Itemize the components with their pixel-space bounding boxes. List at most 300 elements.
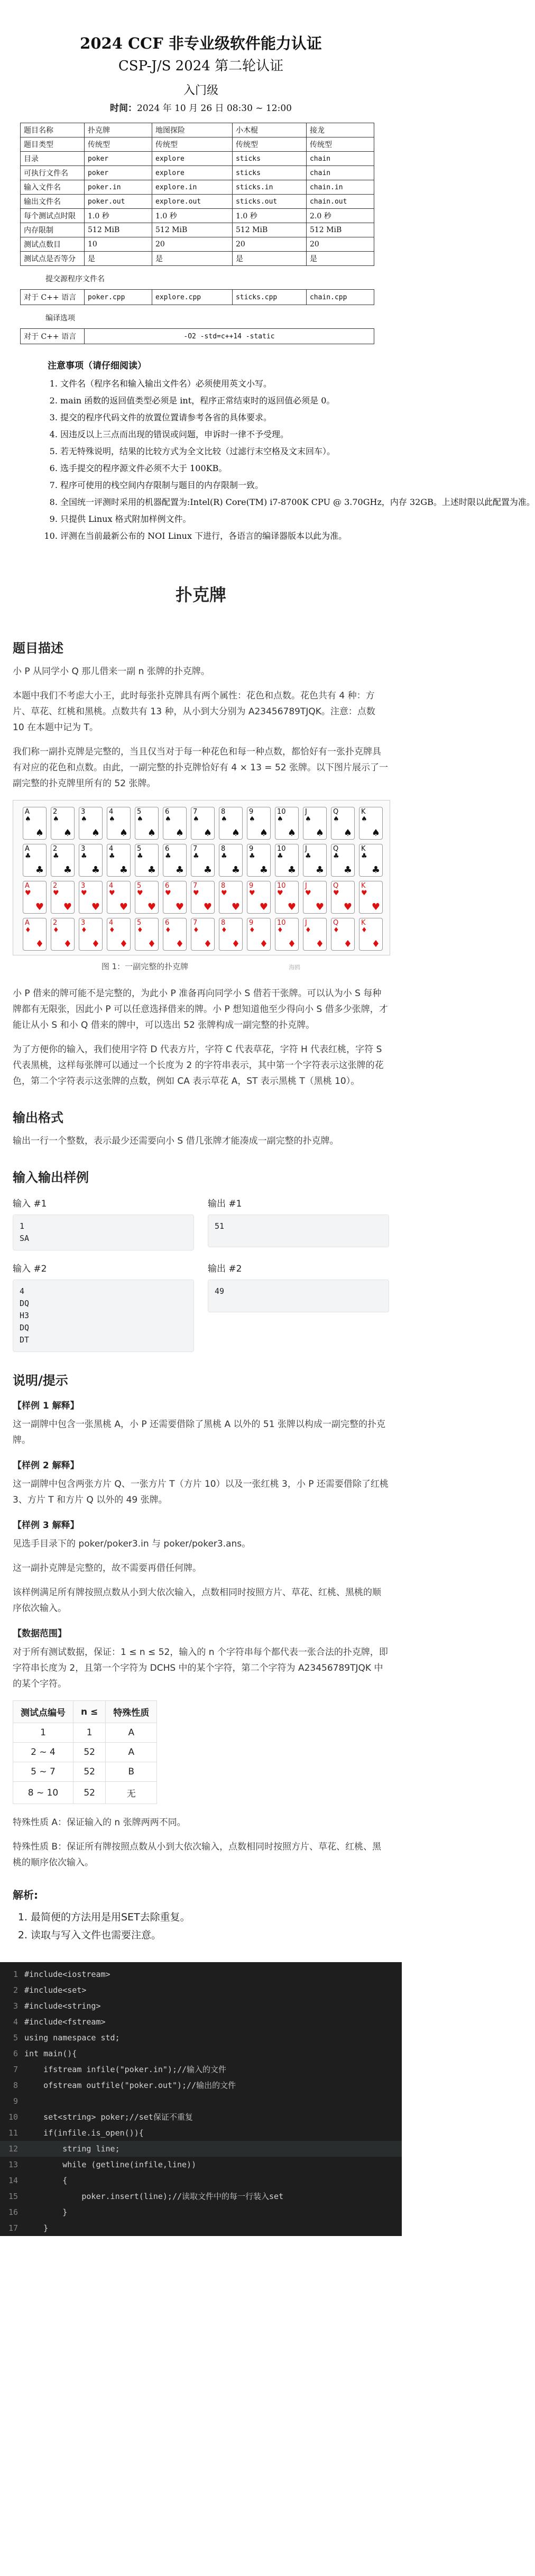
card-suit: ♣ [277, 852, 283, 860]
code-editor[interactable] [0, 1962, 402, 2236]
info-cell: explore [152, 152, 233, 166]
analysis-title: 解析: [13, 1889, 38, 1901]
note-item: 4. 因违反以上三点而出现的错误或问题，申诉时一律不予受理。 [60, 426, 386, 443]
playing-card [303, 844, 327, 877]
card-pip-icon: ♣ [287, 864, 296, 876]
notes-title: 注意事项（请仔细阅读） [48, 361, 146, 371]
sample-output-col [208, 1193, 389, 1250]
playing-card [79, 844, 103, 877]
playing-card [23, 918, 47, 951]
info-cell: 1.0 秒 [85, 209, 152, 223]
property-a: 特殊性质 A：保证输入的 n 张牌两两不同。 [13, 1817, 186, 1828]
info-cell: explore.out [152, 195, 233, 209]
playing-card [219, 918, 243, 951]
code-line[interactable] [0, 2062, 402, 2077]
info-row [21, 237, 374, 252]
card-suit: ♠ [221, 815, 227, 823]
info-cell: 2.0 秒 [306, 209, 374, 223]
card-suit: ♥ [53, 889, 59, 897]
note-item: 3. 提交的程序代码文件的放置位置请参考各省的具体要求。 [60, 409, 386, 426]
playing-card [107, 807, 131, 840]
card-rank: 8 [221, 882, 226, 890]
analysis-item: 1. 最简便的方法用是用SET去除重复。 [31, 1908, 389, 1926]
subtask-cell: 1 [73, 1723, 106, 1743]
playing-card [79, 881, 103, 914]
code-line[interactable] [0, 1998, 402, 2014]
code-line[interactable] [0, 2220, 402, 2236]
playing-card [359, 918, 383, 951]
playing-card [135, 807, 159, 840]
sample-output-col [208, 1258, 389, 1352]
playing-card [23, 807, 47, 840]
card-rank: 6 [165, 845, 170, 853]
card-rank: 2 [53, 882, 58, 890]
sample-input-label: 输入 #1 [13, 1199, 47, 1209]
card-pip-icon: ♠ [119, 827, 128, 839]
notes-list [16, 375, 535, 545]
code-text: int main(){ [24, 2049, 77, 2058]
samples-heading: 输入输出样例 [13, 1170, 89, 1185]
sample-input-label: 输入 #2 [13, 1264, 47, 1274]
card-suit: ♣ [53, 852, 59, 860]
card-suit: ♦ [305, 926, 311, 934]
card-suit: ♥ [109, 889, 115, 897]
figure-watermark: 海鸥 [289, 964, 301, 971]
playing-card [275, 918, 299, 951]
card-pip-icon: ♥ [119, 901, 128, 913]
submit-table [20, 289, 374, 305]
info-cell: 20 [306, 237, 374, 252]
code-line[interactable] [0, 2141, 402, 2157]
card-suit: ♥ [361, 889, 367, 897]
submit-file: poker.cpp [85, 290, 152, 305]
subtask-cell: B [106, 1762, 157, 1782]
card-suit: ♠ [137, 815, 143, 823]
code-line[interactable] [0, 2077, 402, 2093]
card-pip-icon: ♥ [175, 901, 184, 913]
card-pip-icon: ♦ [287, 939, 296, 950]
card-rank: 3 [81, 882, 86, 890]
info-cell: poker.out [85, 195, 152, 209]
card-pip-icon: ♥ [63, 901, 72, 913]
card-pip-icon: ♦ [91, 939, 100, 950]
info-cell: poker [85, 166, 152, 180]
card-pip-icon: ♣ [343, 864, 352, 876]
info-cell: 是 [306, 252, 374, 266]
sample-input-box[interactable]: 1 SA [13, 1215, 194, 1250]
sample3-explain-text: 这一副扑克牌是完整的，故不需要再借任何牌。 [13, 1563, 201, 1574]
subtask-cell: A [106, 1743, 157, 1762]
code-text: #include<string> [24, 2001, 101, 2011]
card-suit: ♦ [53, 926, 59, 934]
card-suit: ♣ [249, 852, 255, 860]
sample3-explain-text: 见选手目录下的 poker/poker3.in 与 poker/poker3.ans。 [13, 1539, 251, 1549]
info-cell: 10 [85, 237, 152, 252]
playing-card [247, 807, 271, 840]
card-rank: 4 [109, 808, 114, 816]
card-pip-icon: ♥ [315, 901, 324, 913]
subtask-cell: 无 [106, 1782, 157, 1804]
card-pip-icon: ♣ [63, 864, 72, 876]
card-pip-icon: ♣ [315, 864, 324, 876]
card-pip-icon: ♦ [147, 939, 156, 950]
subtask-header-row [13, 1701, 157, 1723]
subtask-row [13, 1723, 157, 1743]
card-pip-icon: ♦ [175, 939, 184, 950]
note-item: 8. 全国统一评测时采用的机器配置为:Intel(R) Core(TM) i7-8700K CPU @ 3.70GHz，内存 32GB。上述时限以此配置为准。 [60, 494, 386, 511]
code-text: } [24, 2207, 68, 2217]
playing-card [359, 881, 383, 914]
card-pip-icon: ♣ [259, 864, 268, 876]
card-suit: ♦ [221, 926, 227, 934]
note-item: 10. 评测在当前最新公布的 NOI Linux 下进行，各语言的编译器版本以此为准。 [60, 528, 386, 545]
info-cell: 512 MiB [85, 223, 152, 237]
line-number: 16 [8, 2207, 18, 2217]
card-pip-icon: ♣ [147, 864, 156, 876]
note-item: 5. 若无特殊说明，结果的比较方式为全文比较（过滤行末空格及文末回车）。 [60, 443, 386, 460]
card-rank: Q [333, 919, 339, 927]
card-rank: 10 [277, 808, 286, 816]
info-cell: sticks.in [232, 180, 306, 195]
desc-paragraph: 为了方便你的输入，我们使用字符 D 代表方片，字符 C 代表草花，字符 H 代表红桃，字符 S 代表黑桃，这样每张牌可以通过一个长度为 2 的字符串表示，其中第一个字符表示这张牌的花色，第二个字符表示这张牌的点数，例如 CA 表示草花 A，ST 表示黑桃 T（黑桃 10）。 [13, 1044, 384, 1087]
sample-output-label: 输出 #2 [208, 1264, 242, 1274]
info-cell: 是 [85, 252, 152, 266]
card-suit: ♠ [305, 815, 311, 823]
sample2-explain-title: 【样例 2 解释】 [13, 1460, 79, 1471]
playing-card [163, 807, 187, 840]
card-suit: ♣ [305, 852, 311, 860]
code-text: while (getline(infile,line)) [24, 2160, 197, 2169]
card-suit: ♠ [165, 815, 171, 823]
card-rank: 10 [277, 882, 286, 890]
card-suit: ♥ [25, 889, 31, 897]
sample1-explain-text: 这一副牌中包含一张黑桃 A，小 P 还需要借除了黑桃 A 以外的 51 张牌以构成一副完整的扑克牌。 [13, 1419, 385, 1446]
playing-card [247, 844, 271, 877]
submit-row [21, 290, 374, 305]
info-row [21, 195, 374, 209]
card-rank: 2 [53, 845, 58, 853]
card-suit: ♠ [361, 815, 367, 823]
compile-lang: 对于 C++ 语言 [21, 329, 85, 344]
card-rank: Q [333, 808, 339, 816]
info-cell: chain [306, 152, 374, 166]
card-pip-icon: ♦ [203, 939, 212, 950]
figure-caption-text: 图 1：一副完整的扑克牌 [101, 962, 189, 971]
card-suit: ♠ [333, 815, 339, 823]
card-suit: ♦ [193, 926, 199, 934]
card-rank: 4 [109, 882, 114, 890]
card-rank: 4 [109, 845, 114, 853]
playing-card [275, 881, 299, 914]
playing-card [331, 807, 355, 840]
info-cell: sticks [232, 152, 306, 166]
card-suit: ♦ [25, 926, 31, 934]
playing-card [303, 918, 327, 951]
card-rank: 3 [81, 808, 86, 816]
sample-input-box[interactable]: 4 DQ H3 DQ DT [13, 1280, 194, 1352]
card-pip-icon: ♠ [259, 827, 268, 839]
code-text: using namespace std; [24, 2033, 120, 2043]
card-pip-icon: ♥ [91, 901, 100, 913]
line-number: 9 [13, 2096, 18, 2106]
card-rank: A [25, 919, 30, 927]
info-cell: sticks.out [232, 195, 306, 209]
exam-time-value: 2024 年 10 月 26 日 08:30 ~ 12:00 [137, 103, 292, 114]
playing-card [163, 844, 187, 877]
card-pip-icon: ♣ [119, 864, 128, 876]
info-cell: 地图探险 [152, 123, 233, 137]
card-suit: ♦ [109, 926, 115, 934]
sample-output-box[interactable]: 51 [208, 1215, 389, 1247]
playing-card [191, 844, 215, 877]
code-line[interactable] [0, 1966, 402, 1982]
subtask-cell: 5 ~ 7 [13, 1762, 73, 1782]
code-text: ofstream outfile("poker.out");//输出的文件 [24, 2081, 236, 2090]
info-row [21, 209, 374, 223]
info-row-label: 内存限制 [21, 223, 85, 237]
card-suit: ♥ [277, 889, 283, 897]
card-rank: A [25, 845, 30, 853]
sample-input-col [13, 1193, 194, 1250]
info-cell: 传统型 [152, 137, 233, 152]
hint-heading: 说明/提示 [13, 1373, 68, 1388]
compile-options: -O2 -std=c++14 -static [85, 329, 374, 344]
card-pip-icon: ♥ [343, 901, 352, 913]
card-suit: ♦ [333, 926, 339, 934]
playing-card [247, 918, 271, 951]
code-line[interactable] [0, 2046, 402, 2062]
submit-file: chain.cpp [306, 290, 374, 305]
card-suit: ♦ [165, 926, 171, 934]
card-suit: ♣ [361, 852, 367, 860]
card-rank: 5 [137, 808, 142, 816]
card-suit: ♠ [81, 815, 87, 823]
card-rank: 5 [137, 919, 142, 927]
playing-card [191, 918, 215, 951]
sample2-explain-text: 这一副牌中包含两张方片 Q、一张方片 T（方片 10）以及一张红桃 3，小 P 还需要借除了红桃 3、方片 T 和方片 Q 以外的 49 张牌。 [13, 1479, 389, 1505]
info-row-label: 可执行文件名 [21, 166, 85, 180]
note-item: 2. main 函数的返回值类型必须是 int，程序正常结束时的返回值必须是 0。 [60, 392, 386, 409]
sample3-explain-text: 该样例满足所有牌按照点数从小到大依次输入，点数相同时按照方片、草花、红桃、黑桃的顺序依次输入。 [13, 1587, 381, 1614]
card-suit: ♣ [193, 852, 199, 860]
desc-paragraph: 本题中我们不考虑大小王，此时每张扑克牌具有两个属性：花色和点数。花色共有 4 种：方片、草花、红桃和黑桃。点数共有 13 种，从小到大分别为 A23456789TJQK。注意：点数 10 在本题中记为 T。 [13, 691, 375, 733]
note-item: 6. 选手提交的程序源文件必须不大于 100KB。 [60, 460, 386, 477]
card-suit: ♠ [53, 815, 59, 823]
code-line[interactable] [0, 2093, 402, 2109]
line-number: 4 [13, 2017, 18, 2027]
code-text: { [24, 2176, 68, 2185]
playing-card [79, 807, 103, 840]
card-rank: K [361, 845, 366, 853]
line-number: 7 [13, 2065, 18, 2074]
card-rank: 6 [165, 882, 170, 890]
card-pip-icon: ♠ [175, 827, 184, 839]
figure-caption [13, 961, 389, 972]
card-rank: A [25, 808, 30, 816]
info-row-label: 每个测试点时限 [21, 209, 85, 223]
line-number: 1 [13, 1970, 18, 1979]
submit-file: sticks.cpp [232, 290, 306, 305]
subtask-row [13, 1782, 157, 1804]
sample-row [13, 1258, 389, 1352]
code-text: if(infile.is_open()){ [24, 2128, 144, 2138]
card-rank: J [305, 882, 307, 890]
card-rank: 10 [277, 919, 286, 927]
note-item: 9. 只提供 Linux 格式附加样例文件。 [60, 511, 386, 528]
card-rank: 7 [193, 882, 198, 890]
card-suit: ♣ [137, 852, 143, 860]
output-heading: 输出格式 [13, 1110, 63, 1125]
code-line[interactable] [0, 2188, 402, 2204]
analysis-item: 2. 读取与写入文件也需要注意。 [31, 1926, 389, 1944]
playing-card [303, 881, 327, 914]
card-pip-icon: ♥ [231, 901, 240, 913]
exam-subtitle: CSP-J/S 2024 第二轮认证 [118, 58, 284, 74]
card-pip-icon: ♥ [371, 901, 380, 913]
info-cell: 是 [152, 252, 233, 266]
code-line[interactable] [0, 2204, 402, 2220]
sample1-explain-title: 【样例 1 解释】 [13, 1401, 79, 1411]
subtask-cell: 1 [13, 1723, 73, 1743]
subtask-table [13, 1700, 157, 1804]
playing-card [275, 807, 299, 840]
card-figure [13, 800, 390, 955]
desc-paragraph: 我们称一副扑克牌是完整的，当且仅当对于每一种花色和每一种点数，都恰好有一张扑克牌具有对应的花色和点数。由此，一副完整的扑克牌恰好有 4 × 13 = 52 张牌。以下图片展示了一副完整的扑克牌里所有的 52 张牌。 [13, 747, 388, 789]
info-cell: 传统型 [85, 137, 152, 152]
code-line[interactable] [0, 1982, 402, 1998]
info-row [21, 137, 374, 152]
line-number: 2 [13, 1985, 18, 1995]
line-number: 13 [8, 2160, 18, 2169]
subtask-header: 测试点编号 [13, 1701, 73, 1723]
info-row [21, 180, 374, 195]
card-suit: ♥ [249, 889, 255, 897]
card-rank: J [305, 845, 307, 853]
line-number: 5 [13, 2033, 18, 2043]
card-rank: 2 [53, 808, 58, 816]
info-row [21, 252, 374, 266]
submit-file: explore.cpp [152, 290, 233, 305]
info-cell: 20 [152, 237, 233, 252]
card-pip-icon: ♥ [203, 901, 212, 913]
code-text: } [24, 2223, 49, 2233]
info-row-label: 测试点数目 [21, 237, 85, 252]
exam-header [16, 0, 535, 545]
info-cell: 1.0 秒 [232, 209, 306, 223]
card-rank: 3 [81, 919, 86, 927]
playing-card [219, 844, 243, 877]
info-cell: chain.out [306, 195, 374, 209]
card-suit: ♥ [193, 889, 199, 897]
card-rank: 8 [221, 808, 226, 816]
note-item: 7. 程序可使用的栈空间内存限制与题目的内存限制一致。 [60, 477, 386, 494]
card-suit: ♠ [109, 815, 115, 823]
subtask-row [13, 1762, 157, 1782]
info-cell: 小木棍 [232, 123, 306, 137]
line-number: 15 [8, 2192, 18, 2201]
card-suit: ♦ [277, 926, 283, 934]
card-pip-icon: ♠ [63, 827, 72, 839]
info-cell: 传统型 [232, 137, 306, 152]
info-cell: 接龙 [306, 123, 374, 137]
subtask-row [13, 1743, 157, 1762]
playing-card [107, 881, 131, 914]
card-rank: 8 [221, 845, 226, 853]
info-row-label: 题目名称 [21, 123, 85, 137]
code-line[interactable] [0, 2173, 402, 2188]
card-rank: J [305, 919, 307, 927]
line-number: 6 [13, 2049, 18, 2058]
code-text: #include<set> [24, 1985, 87, 1995]
sample-output-box[interactable]: 49 [208, 1280, 389, 1312]
card-pip-icon: ♣ [175, 864, 184, 876]
card-pip-icon: ♠ [343, 827, 352, 839]
playing-card [107, 918, 131, 951]
playing-card [23, 881, 47, 914]
playing-card [331, 881, 355, 914]
playing-card [51, 807, 75, 840]
card-rank: 5 [137, 882, 142, 890]
card-rank: 3 [81, 845, 86, 853]
analysis-list [13, 1908, 389, 1944]
playing-card [359, 844, 383, 877]
card-suit: ♠ [193, 815, 199, 823]
sample-output-label: 输出 #1 [208, 1199, 242, 1209]
code-line[interactable] [0, 2157, 402, 2173]
card-pip-icon: ♦ [343, 939, 352, 950]
code-line[interactable] [0, 2109, 402, 2125]
info-row [21, 123, 374, 137]
info-cell: 20 [232, 237, 306, 252]
card-suit: ♠ [25, 815, 31, 823]
card-rank: 9 [249, 808, 254, 816]
card-pip-icon: ♥ [287, 901, 296, 913]
card-suit: ♦ [81, 926, 87, 934]
card-pip-icon: ♦ [315, 939, 324, 950]
info-row [21, 152, 374, 166]
info-cell: 512 MiB [306, 223, 374, 237]
card-suit: ♦ [249, 926, 255, 934]
code-line[interactable] [0, 2030, 402, 2046]
card-pip-icon: ♦ [119, 939, 128, 950]
info-row-label: 测试点是否等分 [21, 252, 85, 266]
info-row [21, 223, 374, 237]
card-suit: ♥ [221, 889, 227, 897]
card-suit: ♣ [333, 852, 339, 860]
playing-card [107, 844, 131, 877]
info-cell: poker.in [85, 180, 152, 195]
card-suit: ♥ [81, 889, 87, 897]
playing-card [247, 881, 271, 914]
card-pip-icon: ♣ [91, 864, 100, 876]
submit-lang: 对于 C++ 语言 [21, 290, 85, 305]
card-suit: ♣ [81, 852, 87, 860]
code-line[interactable] [0, 2125, 402, 2141]
playing-card [135, 844, 159, 877]
card-suit: ♣ [221, 852, 227, 860]
code-line[interactable] [0, 2014, 402, 2030]
card-pip-icon: ♠ [315, 827, 324, 839]
problem-title: 扑克牌 [175, 585, 226, 605]
card-pip-icon: ♣ [371, 864, 380, 876]
playing-card [23, 844, 47, 877]
range-title: 【数据范围】 [13, 1629, 67, 1639]
playing-card [135, 881, 159, 914]
playing-card [163, 881, 187, 914]
info-cell: explore.in [152, 180, 233, 195]
info-cell: 512 MiB [152, 223, 233, 237]
playing-card [191, 881, 215, 914]
